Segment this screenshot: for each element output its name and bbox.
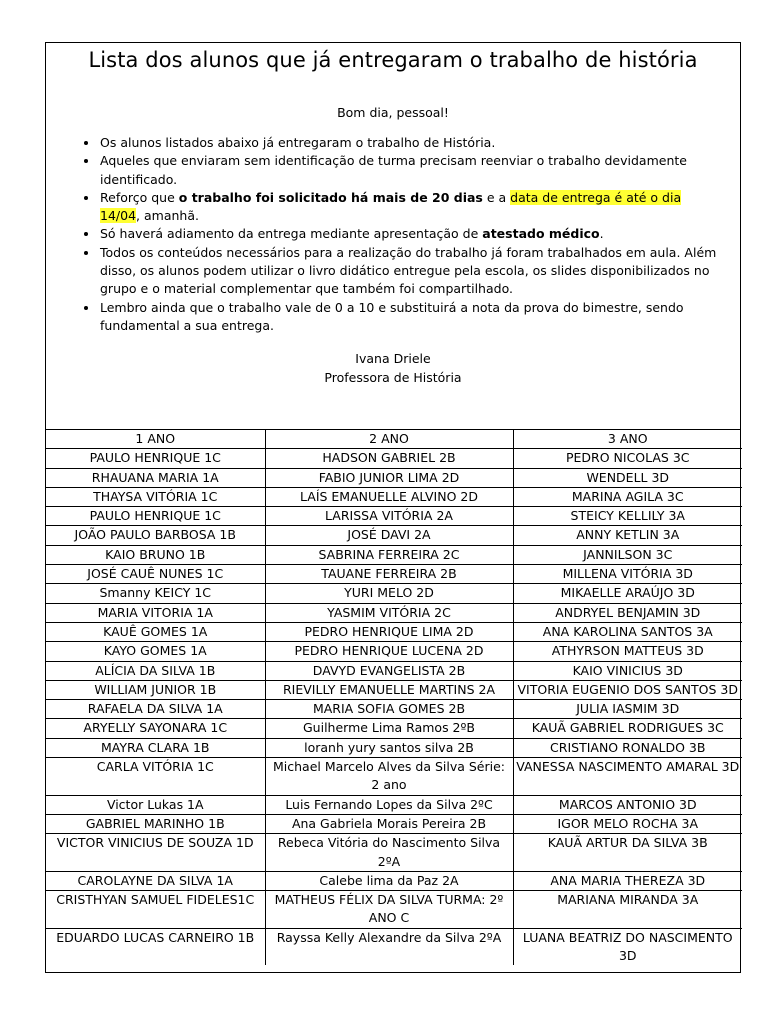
note-item bbox=[99, 225, 724, 243]
student-cell-2-ano: PEDRO HENRIQUE LUCENA 2D bbox=[265, 642, 513, 661]
note-text: e a bbox=[482, 189, 511, 205]
signature bbox=[46, 350, 740, 387]
table-row bbox=[46, 814, 742, 833]
student-cell-3-ano: MIKAELLE ARAÚJO 3D bbox=[513, 584, 742, 603]
table-row bbox=[46, 487, 742, 506]
note-item bbox=[99, 299, 724, 336]
student-cell-3-ano: CRISTIANO RONALDO 3B bbox=[513, 738, 742, 757]
student-cell-1-ano: VICTOR VINICIUS DE SOUZA 1D bbox=[46, 834, 265, 872]
table-row bbox=[46, 758, 742, 796]
student-cell-1-ano: CAROLAYNE DA SILVA 1A bbox=[46, 871, 265, 890]
students-table bbox=[46, 430, 742, 965]
header-cell-2-ano: 2 ANO bbox=[265, 430, 513, 449]
table-row bbox=[46, 834, 742, 872]
student-cell-3-ano: KAUÃ ARTUR DA SILVA 3B bbox=[513, 834, 742, 872]
student-cell-3-ano: VITORIA EUGENIO DOS SANTOS 3D bbox=[513, 680, 742, 699]
notes-list bbox=[46, 134, 740, 335]
student-cell-2-ano: LARISSA VITÓRIA 2A bbox=[265, 507, 513, 526]
table-row bbox=[46, 545, 742, 564]
table-row bbox=[46, 526, 742, 545]
student-cell-3-ano: MARIANA MIRANDA 3A bbox=[513, 891, 742, 929]
student-cell-1-ano: JOÃO PAULO BARBOSA 1B bbox=[46, 526, 265, 545]
student-cell-3-ano: WENDELL 3D bbox=[513, 468, 742, 487]
note-text: , amanhã. bbox=[136, 208, 199, 224]
student-cell-1-ano: PAULO HENRIQUE 1C bbox=[46, 507, 265, 526]
students-table-body bbox=[46, 430, 742, 965]
table-row bbox=[46, 680, 742, 699]
student-cell-2-ano: Guilherme Lima Ramos 2ºB bbox=[265, 719, 513, 738]
student-cell-2-ano: Rebeca Vitória do Nascimento Silva 2ºA bbox=[265, 834, 513, 872]
student-cell-3-ano: ANNY KETLIN 3A bbox=[513, 526, 742, 545]
note-item bbox=[99, 189, 724, 226]
note-text: Aqueles que enviaram sem identificação de turma precisam reenviar o trabalho devidamente identificado. bbox=[100, 153, 687, 187]
highlighted-text: data de entrega é até o dia 14/04 bbox=[100, 189, 682, 224]
table-row bbox=[46, 507, 742, 526]
student-cell-2-ano: PEDRO HENRIQUE LIMA 2D bbox=[265, 622, 513, 641]
table-row bbox=[46, 584, 742, 603]
student-cell-2-ano: loranh yury santos silva 2B bbox=[265, 738, 513, 757]
note-text: . bbox=[599, 226, 604, 242]
student-cell-1-ano: KAIO BRUNO 1B bbox=[46, 545, 265, 564]
student-cell-3-ano: IGOR MELO ROCHA 3A bbox=[513, 814, 742, 833]
student-cell-1-ano: MARIA VITORIA 1A bbox=[46, 603, 265, 622]
greeting: Bom dia, pessoal! bbox=[337, 105, 449, 120]
note-item bbox=[99, 134, 724, 152]
student-cell-2-ano: FABIO JUNIOR LIMA 2D bbox=[265, 468, 513, 487]
student-cell-1-ano: GABRIEL MARINHO 1B bbox=[46, 814, 265, 833]
student-cell-1-ano: ARYELLY SAYONARA 1C bbox=[46, 719, 265, 738]
page-title: Lista dos alunos que já entregaram o trabalho de história bbox=[88, 48, 698, 72]
table-row bbox=[46, 928, 742, 965]
student-cell-1-ano: RHAUANA MARIA 1A bbox=[46, 468, 265, 487]
table-row bbox=[46, 700, 742, 719]
student-cell-2-ano: DAVYD EVANGELISTA 2B bbox=[265, 661, 513, 680]
note-item bbox=[99, 244, 724, 299]
student-cell-1-ano: CRISTHYAN SAMUEL FIDELES1C bbox=[46, 891, 265, 929]
table-row bbox=[46, 468, 742, 487]
table-row bbox=[46, 738, 742, 757]
student-cell-1-ano: EDUARDO LUCAS CARNEIRO 1B bbox=[46, 928, 265, 965]
student-cell-1-ano: RAFAELA DA SILVA 1A bbox=[46, 700, 265, 719]
note-text: Só haverá adiamento da entrega mediante apresentação de bbox=[100, 226, 483, 242]
student-cell-3-ano: JANNILSON 3C bbox=[513, 545, 742, 564]
table-row bbox=[46, 622, 742, 641]
student-cell-1-ano: KAUÊ GOMES 1A bbox=[46, 622, 265, 641]
header-cell-3-ano: 3 ANO bbox=[513, 430, 742, 449]
table-row bbox=[46, 891, 742, 929]
student-cell-3-ano: MILLENA VITÓRIA 3D bbox=[513, 565, 742, 584]
table-header-row bbox=[46, 430, 742, 449]
student-cell-2-ano: Michael Marcelo Alves da Silva Série: 2 ano bbox=[265, 758, 513, 796]
note-text: Os alunos listados abaixo já entregaram o trabalho de História. bbox=[100, 135, 496, 150]
student-cell-1-ano: Smanny KEICY 1C bbox=[46, 584, 265, 603]
student-cell-1-ano: PAULO HENRIQUE 1C bbox=[46, 449, 265, 468]
header-section bbox=[46, 48, 740, 430]
table-row bbox=[46, 642, 742, 661]
student-cell-3-ano: KAIO VINICIUS 3D bbox=[513, 661, 742, 680]
table-row bbox=[46, 449, 742, 468]
student-cell-3-ano: PEDRO NICOLAS 3C bbox=[513, 449, 742, 468]
student-cell-1-ano: JOSÉ CAUÊ NUNES 1C bbox=[46, 565, 265, 584]
student-cell-2-ano: SABRINA FERREIRA 2C bbox=[265, 545, 513, 564]
student-cell-1-ano: Victor Lukas 1A bbox=[46, 795, 265, 814]
student-cell-1-ano: ALÍCIA DA SILVA 1B bbox=[46, 661, 265, 680]
student-cell-2-ano: HADSON GABRIEL 2B bbox=[265, 449, 513, 468]
note-item bbox=[99, 152, 724, 189]
document-frame bbox=[45, 42, 741, 973]
student-cell-3-ano: MARINA AGILA 3C bbox=[513, 487, 742, 506]
student-cell-2-ano: RIEVILLY EMANUELLE MARTINS 2A bbox=[265, 680, 513, 699]
student-cell-2-ano: JOSÉ DAVI 2A bbox=[265, 526, 513, 545]
table-row bbox=[46, 661, 742, 680]
student-cell-1-ano: CARLA VITÓRIA 1C bbox=[46, 758, 265, 796]
student-cell-1-ano: KAYO GOMES 1A bbox=[46, 642, 265, 661]
student-cell-2-ano: MATHEUS FÉLIX DA SILVA TURMA: 2º ANO C bbox=[265, 891, 513, 929]
table-row bbox=[46, 565, 742, 584]
student-cell-2-ano: Ana Gabriela Morais Pereira 2B bbox=[265, 814, 513, 833]
table-row bbox=[46, 719, 742, 738]
table-row bbox=[46, 795, 742, 814]
student-cell-3-ano: ANDRYEL BENJAMIN 3D bbox=[513, 603, 742, 622]
student-cell-2-ano: MARIA SOFIA GOMES 2B bbox=[265, 700, 513, 719]
student-cell-3-ano: MARCOS ANTONIO 3D bbox=[513, 795, 742, 814]
bold-text: atestado médico bbox=[482, 226, 600, 242]
bold-text: o trabalho foi solicitado há mais de 20 dias bbox=[178, 189, 483, 205]
student-cell-2-ano: Rayssa Kelly Alexandre da Silva 2ºA bbox=[265, 928, 513, 965]
student-cell-1-ano: MAYRA CLARA 1B bbox=[46, 738, 265, 757]
note-text: Reforço que bbox=[100, 189, 179, 205]
note-text: Todos os conteúdos necessários para a realização do trabalho já foram trabalhados em aula. Além disso, os alunos podem utilizar o livro didático entregue pela escola, os slides disponibilizados no grupo e o material complementar que também foi compartilhado. bbox=[100, 244, 717, 297]
student-cell-2-ano: Calebe lima da Paz 2A bbox=[265, 871, 513, 890]
table-row bbox=[46, 871, 742, 890]
note-text: Lembro ainda que o trabalho vale de 0 a 10 e substituirá a nota da prova do bimestre, sendo fundamental a sua entrega. bbox=[100, 299, 684, 333]
student-cell-2-ano: YURI MELO 2D bbox=[265, 584, 513, 603]
student-cell-2-ano: LAÍS EMANUELLE ALVINO 2D bbox=[265, 487, 513, 506]
header-cell-1-ano: 1 ANO bbox=[46, 430, 265, 449]
student-cell-3-ano: STEICY KELLILY 3A bbox=[513, 507, 742, 526]
student-cell-3-ano: ATHYRSON MATTEUS 3D bbox=[513, 642, 742, 661]
student-cell-3-ano: ANA KAROLINA SANTOS 3A bbox=[513, 622, 742, 641]
student-cell-3-ano: VANESSA NASCIMENTO AMARAL 3D bbox=[513, 758, 742, 796]
student-cell-2-ano: Luis Fernando Lopes da Silva 2ºC bbox=[265, 795, 513, 814]
table-row bbox=[46, 603, 742, 622]
student-cell-2-ano: YASMIM VITÓRIA 2C bbox=[265, 603, 513, 622]
student-cell-3-ano: KAUÃ GABRIEL RODRIGUES 3C bbox=[513, 719, 742, 738]
student-cell-1-ano: THAYSA VITÓRIA 1C bbox=[46, 487, 265, 506]
student-cell-2-ano: TAUANE FERREIRA 2B bbox=[265, 565, 513, 584]
student-cell-3-ano: JULIA IASMIM 3D bbox=[513, 700, 742, 719]
student-cell-3-ano: LUANA BEATRIZ DO NASCIMENTO 3D bbox=[513, 928, 742, 965]
signature-name: Ivana Driele bbox=[355, 351, 431, 367]
signature-role: Professora de História bbox=[324, 369, 462, 385]
student-cell-1-ano: WILLIAM JUNIOR 1B bbox=[46, 680, 265, 699]
student-cell-3-ano: ANA MARIA THEREZA 3D bbox=[513, 871, 742, 890]
